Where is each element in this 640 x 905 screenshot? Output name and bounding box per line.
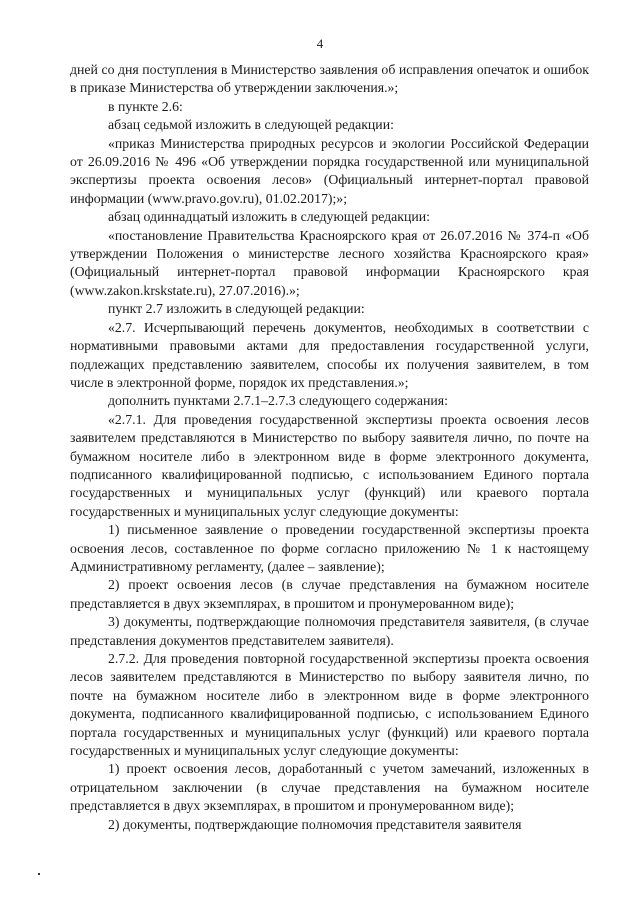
paragraph-item-2-6: в пункте 2.6: [108, 98, 183, 114]
paragraph-item-2-7-1: «2.7.1. Для проведения государственной экспертизы проекта освоения лесов заявителем представляются в Министерство по выбору заявителя лично, по почте на бумажном носителе либо в электронном виде в форме электронного документа, подписанного квалифицированной подписью, с использованием Единого портала государственных и муниципальных услуг (функций) или краевого портала государственных и муниципальных услуг следующие документы: [70, 411, 589, 519]
document-body [70, 61, 589, 834]
paragraph-government-resolution: «постановление Правительства Красноярского края от 26.07.2016 № 374-п «Об утверждении Положения о министерстве лесного хозяйства Красноярского края» (Официальный интернет-портал правовой информации Красноярского края (www.zakon.krskstate.ru), 27.07.2016).»; [70, 227, 589, 298]
list-item-authority-documents: 3) документы, подтверждающие полномочия представителя заявителя, (в случае представления документов представителем заявителя). [70, 614, 589, 648]
paragraph-seventh-paragraph: абзац седьмой изложить в следующей редакции: [108, 117, 394, 133]
scan-speck [38, 873, 40, 875]
paragraph-item-2-7: «2.7. Исчерпывающий перечень документов, необходимых в соответствии с нормативными правовыми актами для предоставления государственной услуги, подлежащих представлению заявителем, способы их получения заявителем, в том числе в электронной форме, порядок их представления.»; [70, 319, 589, 390]
list-item-project: 2) проект освоения лесов (в случае представления на бумажном носителе представляется в двух экземплярах, в прошитом и пронумерованном виде); [70, 577, 589, 611]
paragraph-eleventh-paragraph: абзац одиннадцатый изложить в следующей редакции: [108, 209, 430, 225]
page-number: 4 [316, 36, 324, 51]
list-item-application: 1) письменное заявление о проведении государственной экспертизы проекта освоения лесов, составленное по форме согласно приложению № 1 к настоящему Административному регламенту, (далее – заявление); [70, 522, 589, 574]
paragraph-ministry-order: «приказ Министерства природных ресурсов и экологии Российской Федерации от 26.09.2016 № 496 «Об утверждении порядка государственной или муниципальной экспертизы проекта освоения лесов» (Официальный интернет-портал правовой информации (www.pravo.gov.ru), 01.02.2017);»; [70, 135, 589, 206]
paragraph-item-2-7-header: пункт 2.7 изложить в следующей редакции: [108, 301, 365, 317]
paragraph-continuation: дней со дня поступления в Министерство заявления об исправления опечаток и ошибок в приказе Министерства об утверждении заключения.»; [70, 62, 589, 96]
paragraph-supplement: дополнить пунктами 2.7.1–2.7.3 следующего содержания: [108, 393, 448, 409]
paragraph-item-2-7-2: 2.7.2. Для проведения повторной государственной экспертизы проекта освоения лесов заявителем представляются в Министерство по выбору заявителя лично, по почте на бумажном носителе либо в электронном виде в форме электронного документа, подписанного квалифицированной подписью, с использованием Единого портала государственных и муниципальных услуг (функций) или краевого портала государственных и муниципальных услуг следующие документы: [70, 651, 589, 759]
list-item-authority-documents-2: 2) документы, подтверждающие полномочия представителя заявителя [108, 816, 522, 832]
list-item-revised-project: 1) проект освоения лесов, доработанный с учетом замечаний, изложенных в отрицательном заключении (в случае представления на бумажном носителе представляется в двух экземплярах, в прошитом и пронумерованном виде); [70, 761, 589, 814]
